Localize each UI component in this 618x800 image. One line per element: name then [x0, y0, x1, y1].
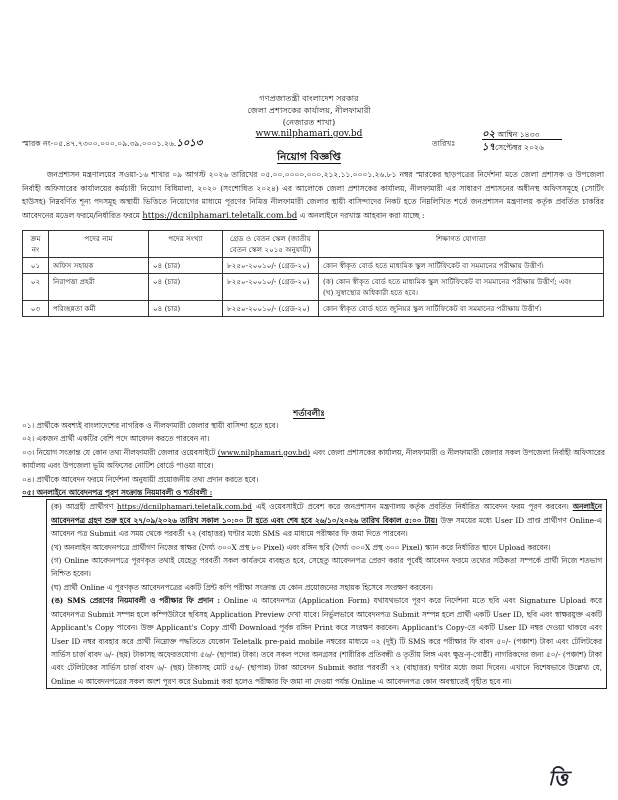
term-item: ০১। প্রার্থীকে অবশ্যই বাংলাদেশের নাগরিক ও নীলফামারী জেলার স্থায়ী বাসিন্দা হতে হবে। [22, 421, 279, 430]
instruction-item: (গ) Online আবেদনপত্রে পূরণকৃত তথ্যই যেহেতু পরবর্তী সকল কার্যক্রমে ব্যবহৃত হবে, সেহেতু আবেদনপত্র প্রেরণ করার পূর্বেই আবেদন ফরমে তথ্যের সঠিকতা সম্পর্কে প্রার্থী নিজে শতভাগ নিশ্চিত হবেন। [51, 556, 602, 579]
term-item: ০২। একজন প্রার্থী একটির বেশি পদে আবেদন করতে পারবেন না। [22, 434, 210, 444]
posts-table [22, 230, 604, 317]
post-name-cell: পরিচ্ছন্নতা কর্মী [49, 301, 149, 317]
date-bangla-day: ০২ [482, 129, 496, 140]
date-bangla [482, 127, 562, 140]
government-name: গণপ্রজাতন্ত্রী বাংলাদেশ সরকার [259, 93, 359, 103]
table-row [23, 301, 604, 317]
office-name: জেলা প্রশাসকের কার্যালয়, নীলফামারী [247, 105, 371, 115]
post-name-cell: অফিস সহায়ক [49, 258, 149, 274]
pay-scale-cell: ৮২৫০-২০০১০/- (গ্রেড-২০) [223, 274, 319, 301]
instruction-item [51, 500, 602, 540]
serial-cell: ০১ [23, 258, 49, 274]
notice-title [0, 150, 618, 167]
terms-list [22, 419, 607, 689]
district-website-link[interactable]: (www.nilphamari.gov.bd) [217, 447, 311, 457]
instruction-item [51, 594, 602, 688]
date-english-day: ১৭ [482, 142, 495, 153]
application-site-link[interactable]: https://dcnilphamari.teletalk.com.bd [142, 209, 298, 220]
instruction-a-text2: এই ওয়েবসাইটে প্রবেশ করে জনপ্রশাসন মন্ত্রণালয় কর্তৃক প্রবর্তিত নির্ধারিত আবেদন ফরম পূরণ করবেন। [255, 502, 569, 512]
handwritten-signature: ত্তি [548, 766, 569, 790]
section-name: (নেজারত শাখা) [282, 117, 336, 127]
notice-title-text: নিয়োগ বিজ্ঞপ্তি [277, 151, 341, 163]
instruction-item: (ঘ) প্রার্থী Online এ পূরণকৃত আবেদনপত্রের একটি প্রিন্ট কপি পরীক্ষা সংক্রান্ত যে কোন প্রয়োজনের সহায়ক হিসেবে সংরক্ষণ করবেন। [51, 582, 433, 592]
table-row [23, 274, 604, 301]
col-qualification: শিক্ষাগত যোগ্যতা [319, 231, 604, 258]
office-website-link[interactable]: www.nilphamari.gov.bd [255, 129, 363, 139]
date-bangla-month: আশ্বিন ১৪৩৩ [497, 130, 540, 139]
post-name-cell: নিরাপত্তা প্রহরী [49, 274, 149, 301]
teletalk-link[interactable]: https://dcnilphamari.teletalk.com.bd [117, 502, 252, 512]
col-post-name: পদের নাম [49, 231, 149, 258]
term-item: ০৫। অনলাইনে আবেদনপত্র পূরণ সংক্রান্ত নিয়মাবলী ও শর্তাবলী : [22, 488, 213, 498]
col-pay-scale: গ্রেড ও বেতন স্কেল (জাতীয় বেতন স্কেল ২০১৫ অনুযায়ী) [223, 231, 319, 258]
date-label: তারিখঃ [432, 139, 456, 148]
intro-text: জনপ্রশাসন মন্ত্রণালয়ের সওয়া-১৬ শাখার ০৯ আগস্ট ২০২৬ তারিখের ০৫.০০.০০০০.০০০.২১২.১১.০০০১.২৬.৮১ নম্বর স্মারকের ছাড়পত্রের নির্দেশনা মতে জেলা প্রশাসক ও উপজেলা নির্বাহী অফিসারের কার্যালয়ের কর্মচারী নিয়োগ বিধিমালা, ২০২০ (সংশোধিত ২০২৪) এর আলোকে জেলা প্রশাসকের কার্যালয়, নীলফামারী এর সাধারণ প্রশাসনের অধীনস্থ অফিসসমূহে (সোর্টিং হাউসহ) নিম্নবর্ণিত শূন্য পদসমূহ অস্থায়ী ভিত্তিতে নিয়োগের মাধ্যমে পূরণের নিমিত্ত নীলফামারী জেলার স্থায়ী বাসিন্দাদের নিকট হতে নিম্নলিখিত শর্তে জনপ্রশাসন মন্ত্রণালয় কর্তৃক প্রবর্তিত চাকরির আবেদনের মডেল ফরমে/নির্ধারিত ফরমে [22, 170, 604, 220]
qualification-line: (খ) সুস্বাস্থ্যের অধিকারী হতে হবে। [323, 288, 419, 297]
qualification-line: (ক) কোন স্বীকৃত বোর্ড হতে মাধ্যমিক স্কুল সার্টিফিকেট বা সমমানের পরীক্ষায় উত্তীর্ণ; এবং [323, 277, 572, 286]
date-english-month: সেপ্টেম্বর ২০২৬ [495, 143, 544, 152]
post-count-cell: ০৪ (চার) [149, 301, 223, 317]
intro-paragraph [22, 168, 604, 222]
sms-rules-text: Online এ আবেদনপত্র (Application Form) যথাযথভাবে পূরণ করে নির্দেশনা মতে ছবি এবং Signature Upload করে আবেদনপত্র Submit সম্পন্ন হলে কম্পিউটারে ছবিসহ Application Preview দেখা যাবে। নির্ভুলভাবে আবেদনপত্র Submit সম্পন্ন হলে প্রার্থী একটি User ID, ছবি এবং স্বাক্ষরযুক্ত একটি Applicant's Copy পাবেন। উক্ত Applicant's Copy প্রার্থী Download পূর্বক রঙ্গিন Print করে সংরক্ষণ করবেন। Applicant's Copy-তে একটি User ID নম্বর দেওয়া থাকবে এবং User ID নম্বর ব্যবহার করে প্রার্থী নিম্নোক্ত পদ্ধতিতে যেকোন Teletalk pre-paid mobile নম্বরের মাধ্যমে ০২ (দুই) টি SMS করে পরীক্ষার ফি বাবদ ৫০/- (পঞ্চাশ) টাকা এবং টেলিটকের সার্ভিস চার্জ বাবদ ৬/- (ছয়) টাকাসহ অফেরতযোগ্য ৫৬/- (ছাপান্ন) টাকা। তবে সকল পদের অনগ্রসর (শারীরিক প্রতিবন্ধী ও তৃতীয় লিঙ্গ এবং ক্ষুদ্র-নৃ-গোষ্ঠী) নাগরিকদের জন্য ৫০/- (পঞ্চাশ) টাকা এবং টেলিটকের সার্ভিস চার্জ বাবদ ৬/- (ছয়) টাকাসহ মোট ৫৬/- (ছাপান্ন) টাকা আবেদন Submit করার পরবর্তী ৭২ (বাহাত্তর) ঘণ্টার মধ্যে জমা দিবেন। এখানে বিশেষভাবে উল্লেখ্য যে, Online এ আবেদনপত্রের সকল অংশ পূরণ করে Submit করা হলেও পরীক্ষার ফি জমা না দেওয়া পর্যন্ত Online এ আবেদনপত্র কোন অবস্থাতেই গৃহীত হবে না। [51, 596, 602, 686]
intro-tail: এ অনলাইনে দরখাস্ত আহবান করা যাচ্ছে : [299, 210, 425, 220]
table-row [23, 258, 604, 274]
qualification-cell: কোন স্বীকৃত বোর্ড হতে মাধ্যমিক স্কুল সার্টিফিকেট বা সমমানের পরীক্ষায় উত্তীর্ণ। [319, 258, 604, 274]
term-item [22, 446, 607, 473]
instruction-a-text3: উক্ত সময়ের মধ্যে User ID প্রাপ্ত প্রার্থীগণ Online-এ আবেদন পত্র Submit এর সময় থেকে পরবর্তী ৭২ (বাহাত্তর) ঘণ্টার মধ্যে SMS এর মাধ্যমে পরীক্ষার ফি জমা দিতে পারবেন। [51, 515, 602, 539]
table-header-row [23, 231, 604, 258]
post-count-cell: ০৪ (চার) [149, 258, 223, 274]
serial-cell: ০২ [23, 274, 49, 301]
post-count-cell: ০৪ (চার) [149, 274, 223, 301]
date-fraction [482, 127, 562, 152]
instruction-a-text: (ক) আগ্রহী প্রার্থীগণ [51, 502, 114, 512]
qualification-cell [319, 274, 604, 301]
sms-rules-heading: (ঙ) SMS প্রেরণের নিয়মাবলী ও পরীক্ষার ফি প্রদান : [51, 596, 221, 606]
serial-cell: ০৩ [23, 301, 49, 317]
instruction-item: (খ) অনলাইন আবেদনপত্রে প্রার্থীগণ নিজের স্বাক্ষর (দৈর্ঘ্য ৩০০X প্রস্থ ৮০ Pixel) এবং রঙ্গিন ছবি (দৈর্ঘ্য ৩০০X প্রস্থ ৩০০ Pixel) স্ক্যান করে নির্ধারিত স্থানে Upload করবেন। [51, 542, 551, 552]
term-item: ০৪। প্রার্থীকে আবেদন ফরমে নির্দেশনা অনুযায়ী প্রয়োজনীয় তথ্য প্রদান করতে হবে। [22, 474, 259, 484]
term-3-text: ০৩। নিয়োগ সংক্রান্ত যে কোন তথ্য নীলফামারী জেলার ওয়েবসাইটে [22, 447, 216, 457]
col-post-count: পদের সংখ্যা [149, 231, 223, 258]
col-serial: ক্রম নং [23, 231, 49, 258]
application-period: অনলাইনে আবেদনপত্র গ্রহণ শুরু হবে ২৭/০৯/২০২৬ তারিখ সকাল ১০:০০ টা হতে এবং শেষ হবে ২৬/১০/২০২৬ তারিখ বিকাল ৫:০০ টায়। [51, 502, 602, 525]
pay-scale-cell: ৮২৫০-২০০১০/- (গ্রেড-২০) [223, 258, 319, 274]
memo-handwritten-number: ১০১৩ [176, 138, 203, 149]
memo-prefix: স্মারক নং-০৫.৪৭.৭৩০০.০০০.০৯.৩৯.০০০১.২৬. [22, 139, 177, 148]
terms-title-text: শর্তাবলীঃ [293, 408, 325, 418]
online-instructions-box [46, 499, 607, 689]
pay-scale-cell: ৮২৫০-২০০১০/- (গ্রেড-২০) [223, 301, 319, 317]
term-3-tail: এবং জেলা প্রশাসকের কার্যালয়, নীলফামারী ও নীলফামারী জেলার সকল উপজেলা নির্বাহী অফিসারের কার্যালয় এবং উপজেলা ভূমি অফিসের নোটিশ বোর্ডে পাওয়া যাবে। [22, 447, 605, 471]
qualification-cell: কোন স্বীকৃত বোর্ড হতে জুনিয়র স্কুল সার্টিফিকেট বা সমমানের পরীক্ষায় উত্তীর্ণ। [319, 301, 604, 317]
